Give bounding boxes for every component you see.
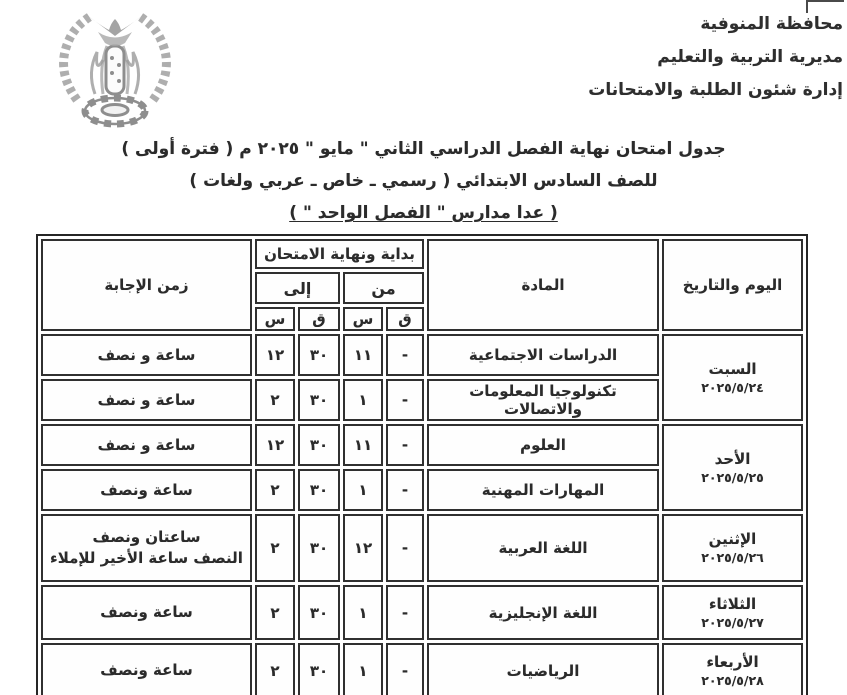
cell-from-hours: ١١	[343, 424, 383, 466]
day-date: ٢٠٢٥/٥/٢٧	[701, 614, 764, 630]
cell-answer-time: ساعة و نصف	[41, 334, 252, 376]
cell-from-hours: ١	[343, 643, 383, 695]
cell-to-minutes: ٣٠	[298, 334, 340, 376]
cell-day-wednesday	[662, 643, 803, 695]
header-exam-start-end: بداية ونهاية الامتحان	[255, 239, 424, 269]
table-row	[41, 585, 803, 640]
cell-answer-time: ساعة و نصف	[41, 379, 252, 421]
cell-to-minutes: ٣٠	[298, 643, 340, 695]
header-from-minutes: ق	[386, 307, 424, 331]
table-row	[41, 514, 803, 582]
header-to: إلى	[255, 272, 340, 304]
table-row	[41, 424, 803, 466]
cell-from-hours: ١١	[343, 334, 383, 376]
title-line-2: للصف السادس الابتدائي ( رسمي ـ خاص ـ عربي ولغات )	[189, 171, 658, 191]
cell-day-saturday	[662, 334, 803, 421]
cell-from-minutes: -	[386, 643, 424, 695]
cell-to-hours: ٢	[255, 643, 295, 695]
cell-to-minutes: ٣٠	[298, 514, 340, 582]
cell-to-minutes: ٣٠	[298, 424, 340, 466]
day-date: ٢٠٢٥/٥/٢٤	[701, 379, 764, 395]
header-day-date: اليوم والتاريخ	[662, 239, 803, 331]
cell-day-tuesday	[662, 585, 803, 640]
cell-to-hours: ٢	[255, 469, 295, 511]
day-name: الإثنين	[708, 530, 757, 548]
day-date: ٢٠٢٥/٥/٢٥	[701, 469, 764, 485]
cell-answer-time: ساعة ونصف	[41, 585, 252, 640]
cell-day-monday	[662, 514, 803, 582]
cell-subject: اللغة الإنجليزية	[427, 585, 659, 640]
day-date: ٢٠٢٥/٥/٢٦	[701, 550, 764, 565]
table-row	[41, 334, 803, 376]
cell-answer-time: ساعة ونصف	[41, 469, 252, 511]
cell-subject: تكنولوجيا المعلومات والاتصالات	[427, 379, 659, 421]
header-answer-time: زمن الإجابة	[41, 239, 252, 331]
cell-from-hours: ١	[343, 585, 383, 640]
cell-day-sunday	[662, 424, 803, 511]
cell-from-minutes: -	[386, 469, 424, 511]
title-line-3: ( عدا مدارس " الفصل الواحد " )	[289, 203, 558, 223]
schedule-table-wrap	[36, 234, 808, 695]
day-date: ٢٠٢٥/٥/٢٨	[701, 672, 764, 688]
cell-to-hours: ١٢	[255, 334, 295, 376]
header-to-minutes: ق	[298, 307, 340, 331]
title-line-1: جدول امتحان نهاية الفصل الدراسي الثاني " مايو " ٢٠٢٥ م ( فترة أولى )	[121, 139, 726, 159]
cell-subject: الدراسات الاجتماعية	[427, 334, 659, 376]
cell-from-minutes: -	[386, 379, 424, 421]
cell-from-hours: ١	[343, 379, 383, 421]
eagle-wreath-gear-emblem-logo	[45, 2, 185, 132]
cell-from-minutes: -	[386, 424, 424, 466]
cell-to-hours: ٢	[255, 514, 295, 582]
header-subject: المادة	[427, 239, 659, 331]
day-name: الثلاثاء	[708, 594, 757, 613]
cell-subject: الرياضيات	[427, 643, 659, 695]
header-from: من	[343, 272, 424, 304]
document-title	[30, 133, 817, 229]
letterhead	[560, 8, 843, 107]
cell-to-minutes: ٣٠	[298, 379, 340, 421]
cell-from-hours: ١	[343, 469, 383, 511]
cell-subject: العلوم	[427, 424, 659, 466]
header-from-hours: س	[343, 307, 383, 331]
cell-answer-time: ساعة و نصف	[41, 424, 252, 466]
cell-to-hours: ٢	[255, 379, 295, 421]
cell-answer-time	[41, 514, 252, 582]
cell-to-minutes: ٣٠	[298, 585, 340, 640]
exam-schedule-table	[36, 234, 808, 695]
cell-to-hours: ٢	[255, 585, 295, 640]
cell-subject: المهارات المهنية	[427, 469, 659, 511]
cell-from-minutes: -	[386, 334, 424, 376]
cell-subject: اللغة العربية	[427, 514, 659, 582]
day-name: الأحد	[714, 449, 751, 468]
header-to-hours: س	[255, 307, 295, 331]
cell-from-minutes: -	[386, 514, 424, 582]
org-governorate: محافظة المنوفية	[700, 14, 843, 34]
org-department: إدارة شئون الطلبة والامتحانات	[588, 80, 843, 100]
table-row	[41, 643, 803, 695]
org-directorate: مديرية التربية والتعليم	[657, 47, 843, 67]
day-name: الأربعاء	[706, 652, 759, 671]
cell-answer-time: ساعة ونصف	[41, 643, 252, 695]
cell-to-hours: ١٢	[255, 424, 295, 466]
day-name: السبت	[708, 359, 757, 378]
cell-from-minutes: -	[386, 585, 424, 640]
answer-note: النصف ساعة الأخير للإملاء	[50, 549, 243, 567]
cell-to-minutes: ٣٠	[298, 469, 340, 511]
cell-from-hours: ١٢	[343, 514, 383, 582]
answer-duration: ساعتان ونصف	[92, 528, 201, 546]
